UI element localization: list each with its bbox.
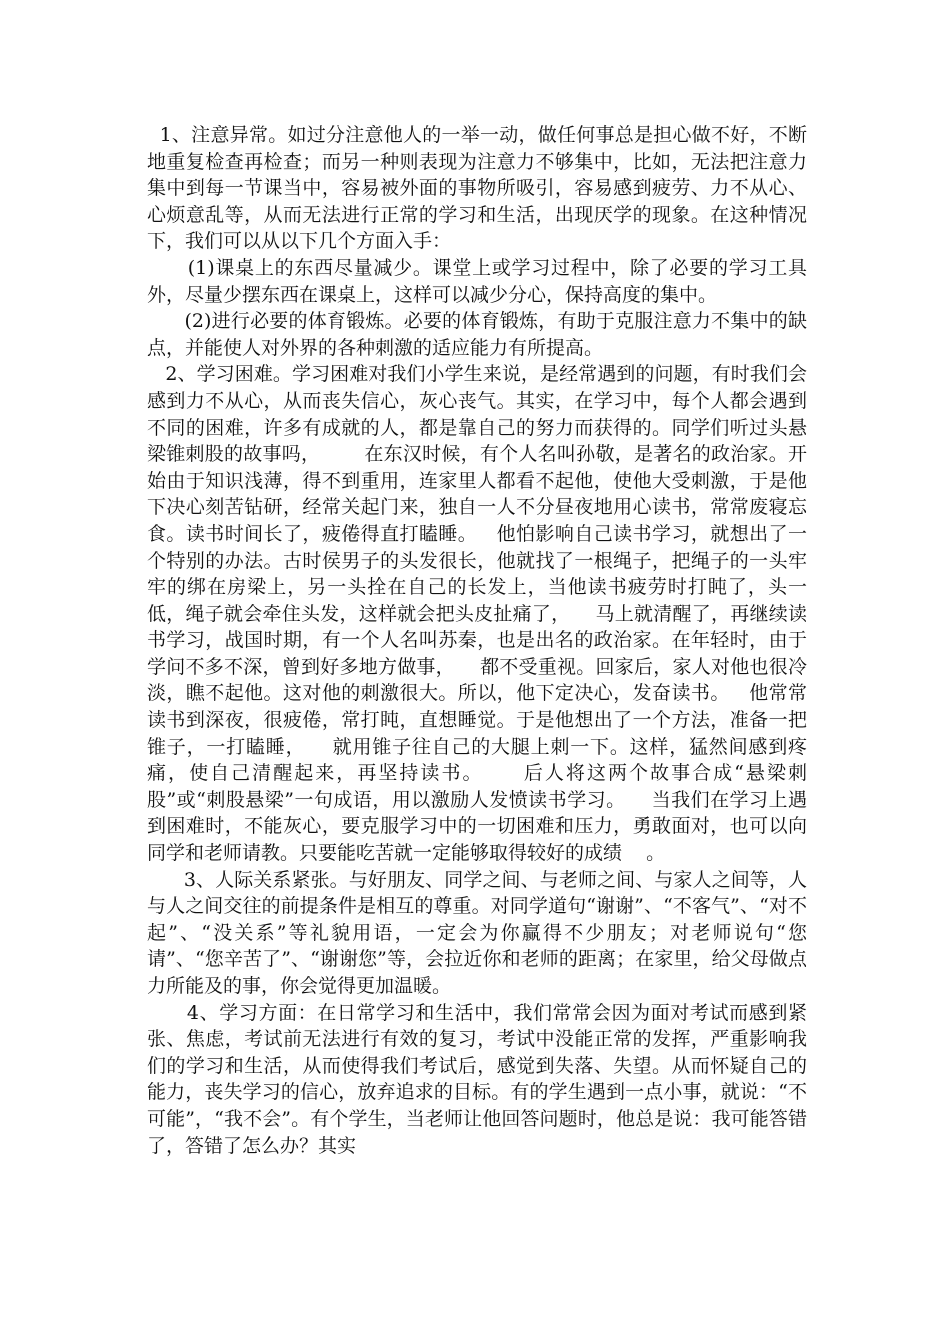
document-body <box>147 122 807 1159</box>
paragraph-study-aspect: 4、学习方面：在日常学习和生活中，我们常常会因为面对考试而感到紧张、焦虑，考试前无法进行有效的复习，考试中没能正常的发挥，严重影响我们的学习和生活，从而使得我们考试后，感觉到失落、失望。从而怀疑自己的能力，丧失学习的信心，放弃追求的目标。有的学生遇到一点小事，就说：“不可能”，“我不会”。有个学生，当老师让他回答问题时，他总是说：我可能答错了，答错了怎么办？其实 <box>147 1001 807 1157</box>
paragraph-learning-difficulty: 2、学习困难。学习困难对我们小学生来说，是经常遇到的问题，有时我们会感到力不从心，从而丧失信心，灰心丧气。其实，在学习中，每个人都会遇到不同的困难，许多有成就的人，都是靠自己的努力而获得的。同学们听过头悬梁锥刺股的故事吗， 在东汉时候，有个人名叫孙敬，是著名的政治家。开始由于知识浅薄，得不到重用，连家里人都看不起他，使他大受刺激，于是他下决心刻苦钻研，经常关起门来，独自一人不分昼夜地用心读书，常常废寝忘食。读书时间长了，疲倦得直打瞌睡。 他怕影响自己读书学习，就想出了一个特别的办法。古时侯男子的头发很长，他就找了一根绳子，把绳子的一头牢牢的绑在房梁上，另一头拴在自己的长发上，当他读书疲劳时打盹了，头一低，绳子就会牵住头发，这样就会把头皮扯痛了， 马上就清醒了，再继续读书学习，战国时期，有一个人名叫苏秦，也是出名的政治家。在年轻时，由于学问不多不深，曾到好多地方做事， 都不受重视。回家后，家人对他也很冷淡，瞧不起他。这对他的刺激很大。所以，他下定决心，发奋读书。 他常常读书到深夜，很疲倦，常打盹，直想睡觉。于是他想出了一个方法，准备一把锥子，一打瞌睡， 就用锥子往自己的大腿上刺一下。这样，猛然间感到疼痛，使自己清醒起来，再坚持读书。 后人将这两个故事合成“悬梁刺股”或“刺股悬梁”一句成语，用以激励人发愤读书学习。 当我们在学习上遇到困难时，不能灰心，要克服学习中的一切困难和压力，勇敢面对，也可以向同学和老师请教。只要能吃苦就一定能够取得较好的成绩 。 <box>147 363 807 865</box>
paragraph-relationships: 3、人际关系紧张。与好朋友、同学之间、与老师之间、与家人之间等，人与人之间交往的前提条件是相互的尊重。对同学道句“谢谢”、“不客气”、“对不起”、“没关系”等礼貌用语，一定会为你赢得不少朋友；对老师说句“您请”、“您辛苦了”、“谢谢您”等，会拉近你和老师的距离；在家里，给父母做点力所能及的事，你会觉得更加温暖。 <box>147 868 807 997</box>
paragraph-attention: 1、注意异常。如过分注意他人的一举一动，做任何事总是担心做不好，不断地重复检查再检查；而另一种则表现为注意力不够集中，比如，无法把注意力集中到每一节课当中，容易被外面的事物所吸引，容易感到疲劳、力不从心、心烦意乱等，从而无法进行正常的学习和生活，出现厌学的现象。在这种情况下，我们可以从以下几个方面入手： <box>147 124 807 253</box>
paragraph-attention-tip-2: (2)进行必要的体育锻炼。必要的体育锻炼，有助于克服注意力不集中的缺点，并能使人对外界的各种刺激的适应能力有所提高。 <box>147 310 807 359</box>
paragraph-attention-tip-1: (1)课桌上的东西尽量减少。课堂上或学习过程中，除了必要的学习工具外，尽量少摆东西在课桌上，这样可以减少分心，保持高度的集中。 <box>147 256 807 306</box>
